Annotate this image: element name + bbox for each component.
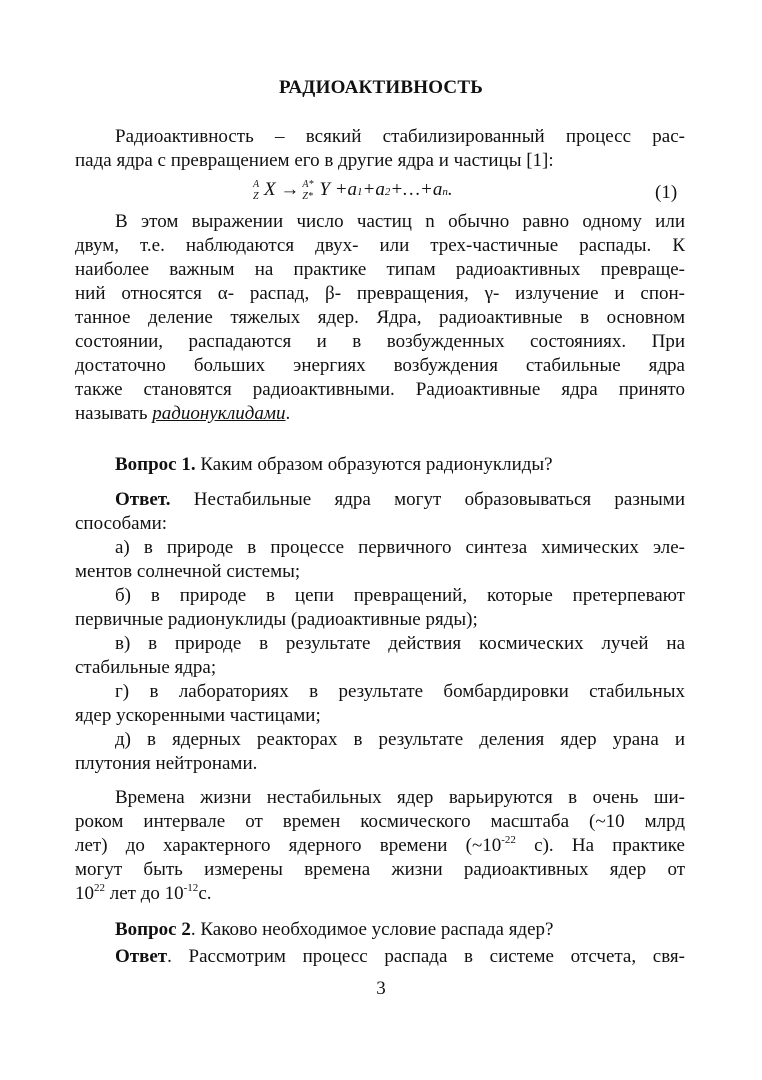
answer-1 bbox=[75, 488, 685, 776]
formula-prescript-x: A Z bbox=[253, 179, 260, 202]
term-radionuclides: радионуклидами bbox=[152, 403, 286, 424]
question-label: Вопрос 2 bbox=[115, 919, 191, 940]
formula-number: (1) bbox=[655, 182, 678, 203]
text-line: ний относятся α- распад, β- превращения, γ- излучение и спон- bbox=[75, 283, 685, 304]
text-line: двум, т.е. наблюдаются двух- или трех-частичные распады. К bbox=[75, 235, 685, 256]
text-line: Ответ. Нестабильные ядра могут образовываться разными bbox=[115, 489, 685, 510]
formula-prescript-y: A* Z* bbox=[302, 179, 314, 202]
question-label: Вопрос 1. bbox=[115, 454, 196, 475]
question-1 bbox=[75, 453, 685, 477]
text-line: Вопрос 2. Каково необходимое условие распада ядер? bbox=[115, 919, 554, 940]
text-line: наиболее важным на практике типам радиоактивных превраще- bbox=[75, 259, 685, 280]
formula-1: A Z X → A* Z* Y +a1+a2+…+an. bbox=[250, 179, 453, 203]
intro-paragraph bbox=[75, 125, 685, 173]
text-line: могут быть измерены времена жизни радиоактивных ядер от bbox=[75, 859, 685, 880]
question-2 bbox=[75, 918, 685, 942]
text-line: стабильные ядра; bbox=[75, 657, 217, 678]
list-item: в) в природе в результате действия космических лучей на bbox=[115, 633, 685, 654]
text-line: достаточно больших энергиях возбуждения стабильные ядра bbox=[75, 355, 685, 376]
text-line: ментов солнечной системы; bbox=[75, 561, 301, 582]
text-line: называть радионуклидами. bbox=[75, 403, 291, 424]
text-line: Радиоактивность – всякий стабилизированный процесс рас- bbox=[115, 126, 685, 147]
answer-label: Ответ bbox=[115, 946, 168, 967]
page-number: 3 bbox=[376, 978, 386, 999]
text-line: В этом выражении число частиц n обычно равно одному или bbox=[115, 211, 685, 232]
text-line: Вопрос 1. Каким образом образуются радионуклиды? bbox=[115, 454, 553, 475]
text-line: состоянии, распадаются и в возбужденных состояниях. При bbox=[75, 331, 685, 352]
text-line: первичные радионуклиды (радиоактивные ряды); bbox=[75, 609, 478, 630]
text-line: лет) до характерного ядерного времени ($\sim 10^{-22}$ с). На практике bbox=[75, 834, 685, 856]
text-line: ядер ускоренными частицами; bbox=[75, 705, 321, 726]
text-line: способами: bbox=[75, 513, 168, 534]
text-line: пада ядра с превращением его в другие ядра и частицы [1]: bbox=[75, 150, 554, 171]
text-line: танное деление тяжелых ядер. Ядра, радиоактивные в основном bbox=[75, 307, 685, 328]
list-item: д) в ядерных реакторах в результате деления ядер урана и bbox=[115, 729, 685, 750]
page-title: РАДИОАКТИВНОСТЬ bbox=[279, 77, 483, 98]
text-line: $10^{22}$ лет до $10^{-12}с$. bbox=[75, 882, 212, 904]
text-line: также становятся радиоактивными. Радиоактивные ядра принято bbox=[75, 379, 685, 400]
paragraph-decay-types bbox=[75, 210, 685, 426]
text-line: Ответ. Рассмотрим процесс распада в системе отсчета, свя- bbox=[115, 946, 685, 967]
text-line: плутония нейтронами. bbox=[75, 753, 258, 774]
list-item: г) в лабораториях в результате бомбардировки стабильных bbox=[115, 681, 685, 702]
answer-label: Ответ. bbox=[115, 489, 171, 510]
text-line: Времена жизни нестабильных ядер варьируются в очень ши- bbox=[115, 787, 685, 808]
list-item: а) в природе в процессе первичного синтеза химических эле- bbox=[115, 537, 685, 558]
paragraph-lifetimes bbox=[75, 786, 685, 906]
list-item: б) в природе в цепи превращений, которые претерпевают bbox=[115, 585, 685, 606]
text-line: роком интервале от времен космического масштаба (~10 млрд bbox=[75, 811, 685, 832]
answer-2 bbox=[75, 945, 685, 969]
